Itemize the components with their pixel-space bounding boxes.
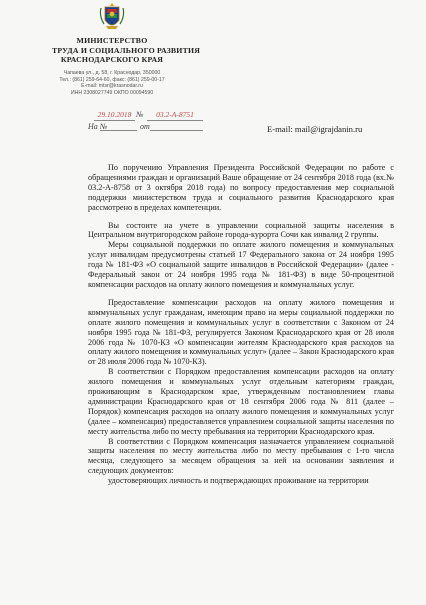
reply-to-number-blank <box>100 130 137 131</box>
ministry-contacts <box>52 70 172 96</box>
ministry-title <box>52 36 201 65</box>
ministry-line-2: ТРУДА И СОЦИАЛЬНОГО РАЗВИТИЯ <box>52 45 201 55</box>
reply-to-date-label: от <box>140 122 150 131</box>
body-paragraph: В соответствии с Порядком предоставления компенсации расходов на оплату жилого помещения и коммунальных услуг отдельным категориям граждан, проживающим в Краснодарском крае, утвержденным постановлением главы администрации Краснодарского края от 18 сентября 2006 года № 811 (далее – Порядок) компенсация расходов на оплату жилого помещения и коммунальных услуг (далее – компенсация) предоставляется управлением социальной защиты населения по месту жительства либо по месту пребывания на территории Краснодарского края. <box>88 367 394 436</box>
contact-phone: Тел.: (861) 259-64-60, факс: (861) 259-00-17 <box>59 76 165 83</box>
krasnodar-coat-of-arms-icon <box>99 2 125 32</box>
contact-email: E-mail: mtsr@krasnodar.ru <box>81 83 143 90</box>
body-paragraph: В соответствии с Порядком компенсация назначается управлением социальной защиты населения по месту жительства либо по месту пребывания с 1-го числа месяца, следующего за месяцем обращения за ней на основании заявления и следующих документов: <box>88 436 394 476</box>
body-paragraph: Меры социальной поддержки по оплате жилого помещения и коммунальных услуг инвалидам предусмотрены статьей 17 Федерального закона от 24 ноября 1995 года № 181-ФЗ «О социальной защите инвалидов в Российской Федерации» (далее - Федеральный закон от 24 ноября 1995 года № 181-ФЗ) в виде 50-процентной компенсации расходов на оплату жилого помещения и коммунальных услуг. <box>88 240 394 289</box>
recipient-email: E-mail: mail@igrajdanin.ru <box>267 124 363 134</box>
body-paragraph: Вы состоите на учете в управлении социальной защиты населения в Центральном внутригородском районе города-курорта Сочи как инвалид 2 группы. <box>88 220 394 240</box>
contact-address: Чапаева ул., д. 58, г. Краснодар, 350000 <box>63 70 161 76</box>
contact-inn: ИНН 2308027749 ОКПО 00094590 <box>70 89 154 96</box>
ministry-line-1: МИНИСТЕРСТВО <box>76 36 148 45</box>
registration-number-label: № <box>136 110 144 119</box>
reply-to-number-label: На № <box>88 122 108 131</box>
registration-date: 29.10.2018 <box>94 110 135 121</box>
body-paragraph: удостоверяющих личность и подтверждающих проживание на территории <box>108 476 369 486</box>
letter-body <box>88 163 394 494</box>
registration-number: 03.2-А-8751 <box>147 110 203 121</box>
body-paragraph: Предоставление компенсации расходов на оплату жилого помещения и коммунальных услуг гражданам, имеющим право на меры социальной поддержки по оплате жилого помещения и коммунальных услуг в соответствии с Законом от 24 ноября 1995 года № 181-ФЗ, регулируется Законом Краснодарского края от 28 июля 2006 года № 1070-КЗ «О компенсации жителям Краснодарского края расходов на оплату жилого помещения и коммунальных услуг» (далее – Закон Краснодарского края от 28 июля 2006 года № 1070-КЗ). <box>88 297 394 367</box>
body-paragraph: По поручению Управления Президента Российской Федерации по работе с обращениями граждан и организаций Ваше обращение от 24 сентября 2018 года (вх.№ 03.2-А-8758 от 3 октября 2018 года) по вопросу предоставления мер социальной поддержки министерством труда и социального развития Краснодарского края рассмотрено в пределах компетенции. <box>88 163 394 212</box>
ministry-line-3: КРАСНОДАРСКОГО КРАЯ <box>60 55 164 65</box>
reply-to-date-blank <box>150 130 203 131</box>
